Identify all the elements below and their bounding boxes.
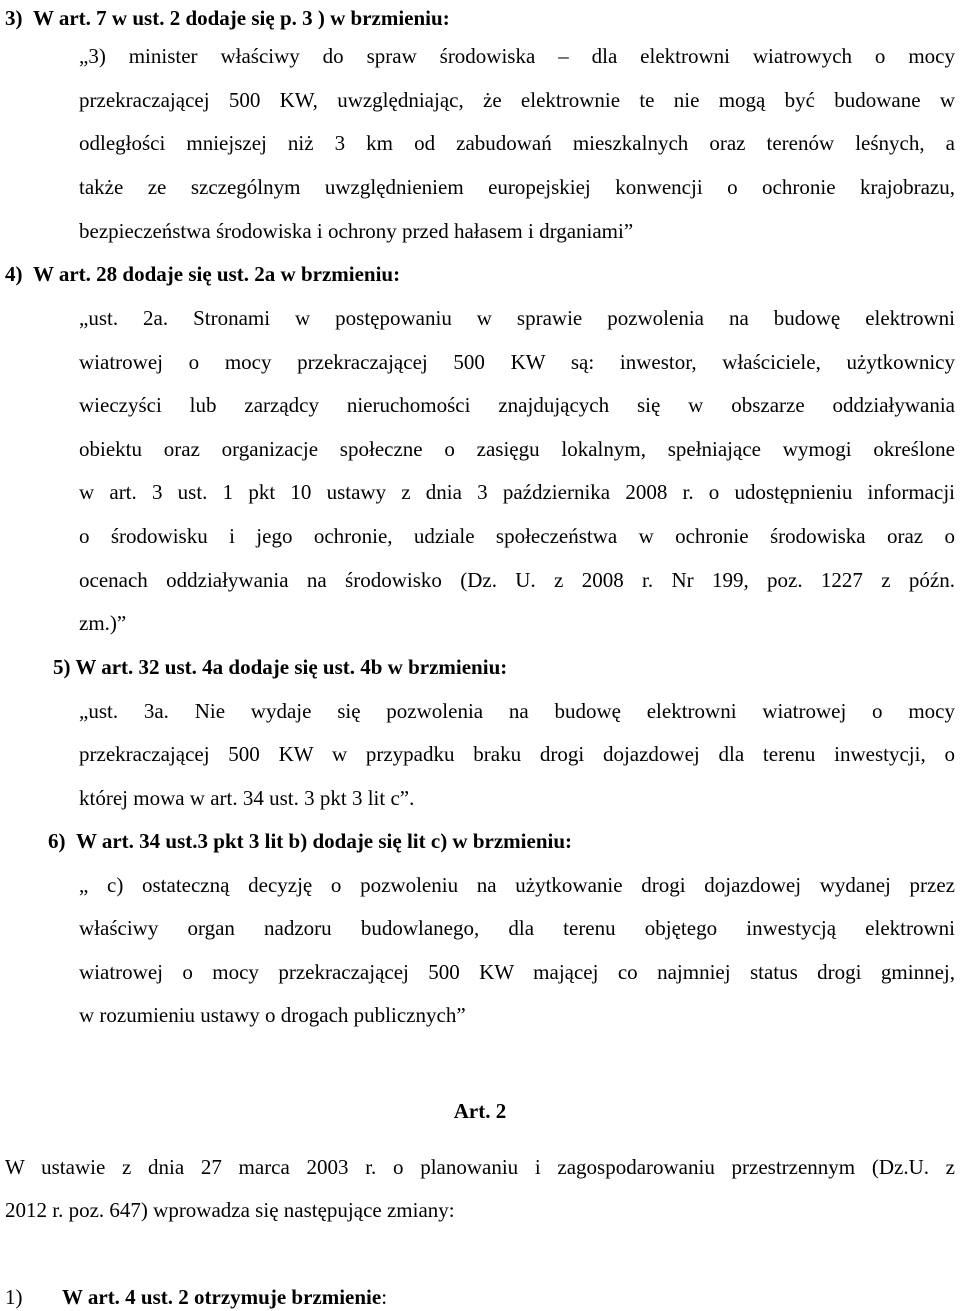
art2-title: Art. 2 (453, 1099, 507, 1123)
item3-line-5: bezpieczeństwa środowiska i ochrony przed hałasem i drganiami” (79, 219, 634, 243)
item6-line-2: właściwy organ nadzoru budowlanego, dla terenu objętego inwestycją elektrowni (79, 916, 955, 940)
art2-line-2: 2012 r. poz. 647) wprowadza się następujące zmiany: (5, 1198, 455, 1222)
art2-line-1: W ustawie z dnia 27 marca 2003 r. o planowaniu i zagospodarowaniu przestrzennym (Dz.U. z (5, 1155, 955, 1179)
item3-line-1: „3) minister właściwy do spraw środowiska – dla elektrowni wiatrowych o mocy (79, 44, 955, 68)
item4-line-6: o środowisku i jego ochronie, udziale społeczeństwa w ochronie środowiska oraz o (79, 524, 955, 548)
item4-line-7: ocenach oddziaływania na środowisko (Dz. U. z 2008 r. Nr 199, poz. 1227 z późn. (79, 568, 955, 592)
item4-line-5: w art. 3 ust. 1 pkt 10 ustawy z dnia 3 października 2008 r. o udostępnieniu informacji (79, 480, 955, 504)
item6-line-4: w rozumieniu ustawy o drogach publicznych” (79, 1003, 466, 1027)
item3-line-4: także ze szczególnym uwzględnieniem europejskiej konwencji o ochronie krajobrazu, (79, 175, 955, 199)
item6-line-3: wiatrowej o mocy przekraczającej 500 KW mającej co najmniej status drogi gminnej, (79, 960, 955, 984)
item4-heading: 4) W art. 28 dodaje się ust. 2a w brzmieniu: (5, 262, 401, 286)
item3-line-3: odległości mniejszej niż 3 km od zabudowań mieszkalnych oraz terenów leśnych, a (79, 131, 955, 155)
item6-heading: 6) W art. 34 ust.3 pkt 3 lit b) dodaje się lit c) w brzmieniu: (48, 829, 573, 853)
item5-line-1: „ust. 3a. Nie wydaje się pozwolenia na budowę elektrowni wiatrowej o mocy (79, 699, 955, 723)
item4-line-4: obiektu oraz organizacje społeczne o zasięgu lokalnym, spełniające wymogi określone (79, 437, 955, 461)
item5-line-2: przekraczającej 500 KW w przypadku braku drogi dojazdowej dla terenu inwestycji, o (79, 742, 955, 766)
item5-heading: 5) W art. 32 ust. 4a dodaje się ust. 4b w brzmieniu: (53, 655, 508, 679)
item3-heading: 3) W art. 7 w ust. 2 dodaje się p. 3 ) w brzmieniu: (5, 6, 450, 30)
item4-line-3: wieczyści lub zarządcy nieruchomości znajdujących się w obszarze oddziaływania (79, 393, 955, 417)
item3-line-2: przekraczającej 500 KW, uwzględniając, że elektrownie te nie mogą być budowane w (79, 88, 955, 112)
art2-item1-text: W art. 4 ust. 2 otrzymuje brzmienie (62, 1285, 382, 1309)
item4-line-8: zm.)” (79, 611, 127, 635)
art2-item1-number: 1) (5, 1285, 23, 1309)
item5-line-3: której mowa w art. 34 ust. 3 pkt 3 lit c”. (79, 786, 415, 810)
item6-line-1: „ c) ostateczną decyzję o pozwoleniu na użytkowanie drogi dojazdowej wydanej przez (79, 873, 955, 897)
art2-item1-colon: : (381, 1285, 388, 1309)
art2-item1 (62, 1285, 387, 1309)
item4-line-2: wiatrowej o mocy przekraczającej 500 KW są: inwestor, właściciele, użytkownicy (79, 350, 955, 374)
item4-line-1: „ust. 2a. Stronami w postępowaniu w sprawie pozwolenia na budowę elektrowni (79, 306, 955, 330)
